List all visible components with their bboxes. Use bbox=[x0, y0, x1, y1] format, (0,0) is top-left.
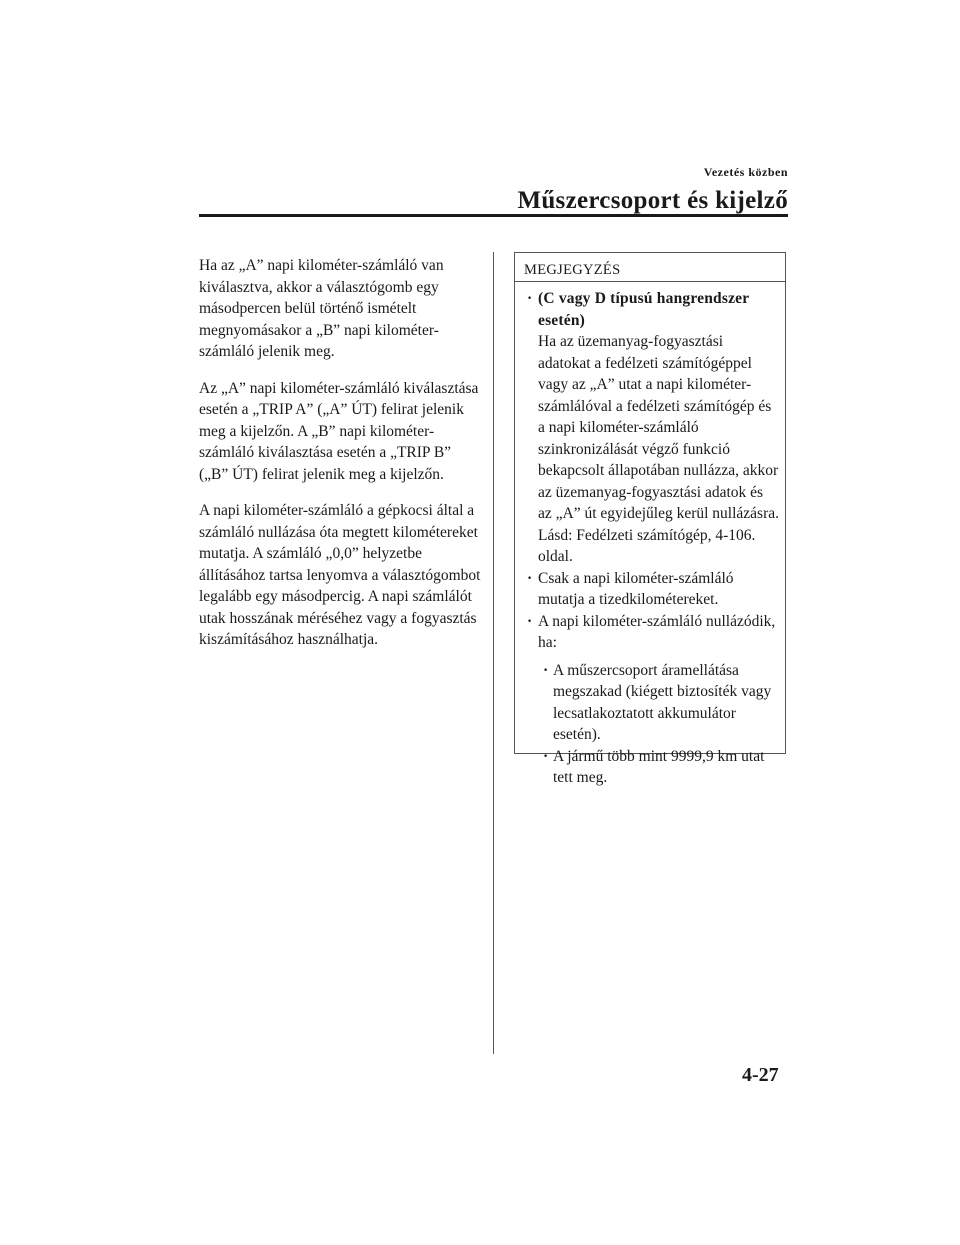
left-column bbox=[199, 255, 484, 666]
note-subitem-text: A műszercsoport áramellátása megszakad (kiégett biztosíték vagy lecsatlakoztatott akkumulátor esetén). bbox=[553, 661, 772, 743]
note-subitem bbox=[538, 746, 779, 789]
note-item-text: A napi kilométer-számláló nullázódik, ha: bbox=[538, 612, 776, 651]
note-sublist bbox=[538, 660, 779, 789]
note-box bbox=[514, 252, 786, 786]
section-label: Vezetés közben bbox=[703, 165, 788, 179]
note-title: MEGJEGYZÉS bbox=[524, 262, 621, 278]
page-title: Műszercsoport és kijelző bbox=[517, 187, 788, 214]
note-subitem bbox=[538, 660, 779, 746]
page-header bbox=[199, 165, 788, 215]
header-rule bbox=[199, 214, 788, 217]
note-item-text: Csak a napi kilométer-számláló mutatja a tizedkilométereket. bbox=[538, 569, 734, 608]
note-list bbox=[515, 282, 785, 789]
paragraph: Az „A” napi kilométer-számláló kiválasztása esetén a „TRIP A” („A” ÚT) felirat jelenik meg a kijelzőn. A „B” napi kilométer-számláló kiválasztása esetén a „TRIP B” („B” ÚT) felirat jelenik meg a kijelzőn. bbox=[199, 379, 479, 483]
note-item bbox=[515, 288, 779, 568]
note-subitem-text: A jármű több mint 9999,9 km utat tett meg. bbox=[553, 747, 765, 786]
note-item-heading: (C vagy D típusú hangrendszer esetén) bbox=[538, 290, 750, 329]
page-number: 4-27 bbox=[742, 1064, 779, 1086]
paragraph: A napi kilométer-számláló a gépkocsi által a számláló nullázása óta megtett kilométereket mutatja. A számláló „0,0” helyzetbe állításához tartsa lenyomva a választógombot legalább egy másodpercig. A napi számlálót utak hosszának méréséhez vagy a fogyasztás kiszámításához használhatja. bbox=[199, 502, 481, 648]
note-item-text: Ha az üzemanyag-fogyasztási adatokat a fedélzeti számítógéppel vagy az „A” utat a napi kilométer-számlálóval a fedélzeti számítógép és a napi kilométer-számláló szinkronizálását végző funkció bekapcsolt állapotában nullázza, akkor az üzemanyag-fogyasztási adatok és az „A” út egyidejűleg kerül nullázásra. Lásd: Fedélzeti számítógép, 4-106. oldal. bbox=[538, 333, 779, 565]
paragraph: Ha az „A” napi kilométer-számláló van kiválasztva, akkor a választógomb egy másodpercen belül történő ismételt megnyomásakor a „B” napi kilométer-számláló jelenik meg. bbox=[199, 257, 444, 360]
note-item bbox=[515, 611, 779, 789]
column-divider bbox=[493, 252, 494, 1054]
note-item bbox=[515, 568, 779, 611]
